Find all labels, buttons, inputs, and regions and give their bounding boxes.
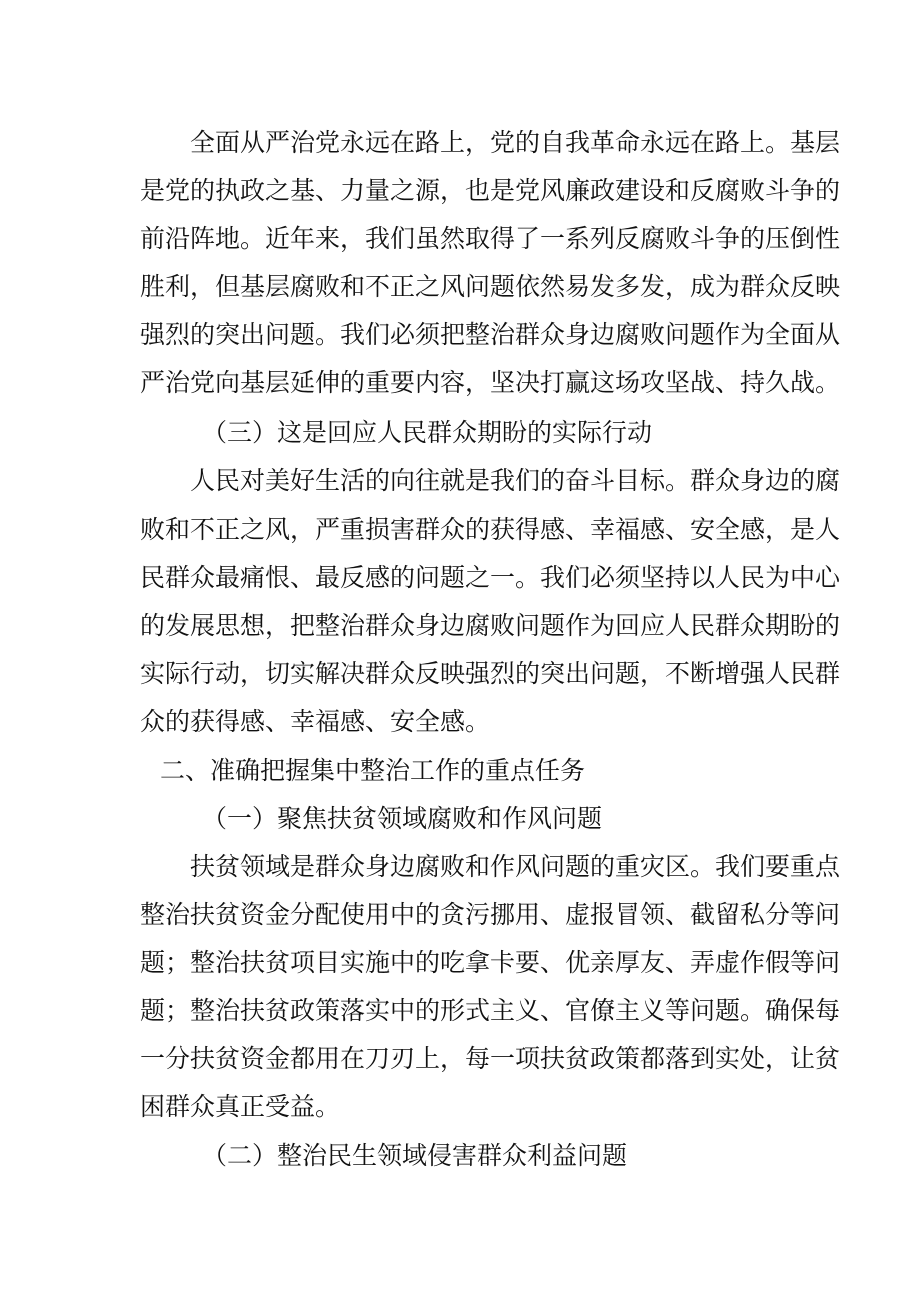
paragraph-2-line-6: 众的获得感、幸福感、安全感。 bbox=[140, 707, 491, 736]
paragraph-3-line-3: 题；整治扶贫项目实施中的吃拿卡要、优亲厚友、弄虚作假等问 bbox=[140, 948, 841, 977]
paragraph-2-line-5: 实际行动，切实解决群众反映强烈的突出问题，不断增强人民群 bbox=[140, 659, 841, 688]
paragraph-1-line-1: 全面从严治党永远在路上，党的自我革命永远在路上。基层 bbox=[190, 128, 841, 157]
paragraph-3-line-1: 扶贫领域是群众身边腐败和作风问题的重灾区。我们要重点 bbox=[190, 852, 841, 881]
paragraph-1-line-3: 前沿阵地。近年来，我们虽然取得了一系列反腐败斗争的压倒性 bbox=[140, 224, 841, 253]
paragraph-3-line-6: 困群众真正受益。 bbox=[140, 1092, 341, 1121]
section-2-heading: 二、准确把握集中整治工作的重点任务 bbox=[160, 756, 586, 785]
sub-heading-2: （二）整治民生领域侵害群众利益问题 bbox=[202, 1141, 628, 1170]
paragraph-2-line-1: 人民对美好生活的向往就是我们的奋斗目标。群众身边的腐 bbox=[190, 466, 841, 495]
paragraph-3-line-5: 一分扶贫资金都用在刀刃上，每一项扶贫政策都落到实处，让贫 bbox=[140, 1044, 841, 1073]
section-heading-3: （三）这是回应人民群众期盼的实际行动 bbox=[202, 418, 653, 447]
paragraph-3-line-2: 整治扶贫资金分配使用中的贪污挪用、虚报冒领、截留私分等问 bbox=[140, 900, 841, 929]
sub-heading-1: （一）聚焦扶贫领域腐败和作风问题 bbox=[202, 804, 603, 833]
paragraph-1-line-4: 胜利，但基层腐败和不正之风问题依然易发多发，成为群众反映 bbox=[140, 272, 841, 301]
paragraph-1-line-6: 严治党向基层延伸的重要内容，坚决打赢这场攻坚战、持久战。 bbox=[140, 368, 841, 397]
paragraph-1-line-2: 是党的执政之基、力量之源，也是党风廉政建设和反腐败斗争的 bbox=[140, 176, 841, 205]
paragraph-3-line-4: 题；整治扶贫政策落实中的形式主义、官僚主义等问题。确保每 bbox=[140, 996, 841, 1025]
paragraph-2-line-3: 民群众最痛恨、最反感的问题之一。我们必须坚持以人民为中心 bbox=[140, 563, 841, 592]
paragraph-1-line-5: 强烈的突出问题。我们必须把整治群众身边腐败问题作为全面从 bbox=[140, 320, 841, 349]
paragraph-2-line-4: 的发展思想，把整治群众身边腐败问题作为回应人民群众期盼的 bbox=[140, 611, 841, 640]
paragraph-2-line-2: 败和不正之风，严重损害群众的获得感、幸福感、安全感，是人 bbox=[140, 515, 841, 544]
